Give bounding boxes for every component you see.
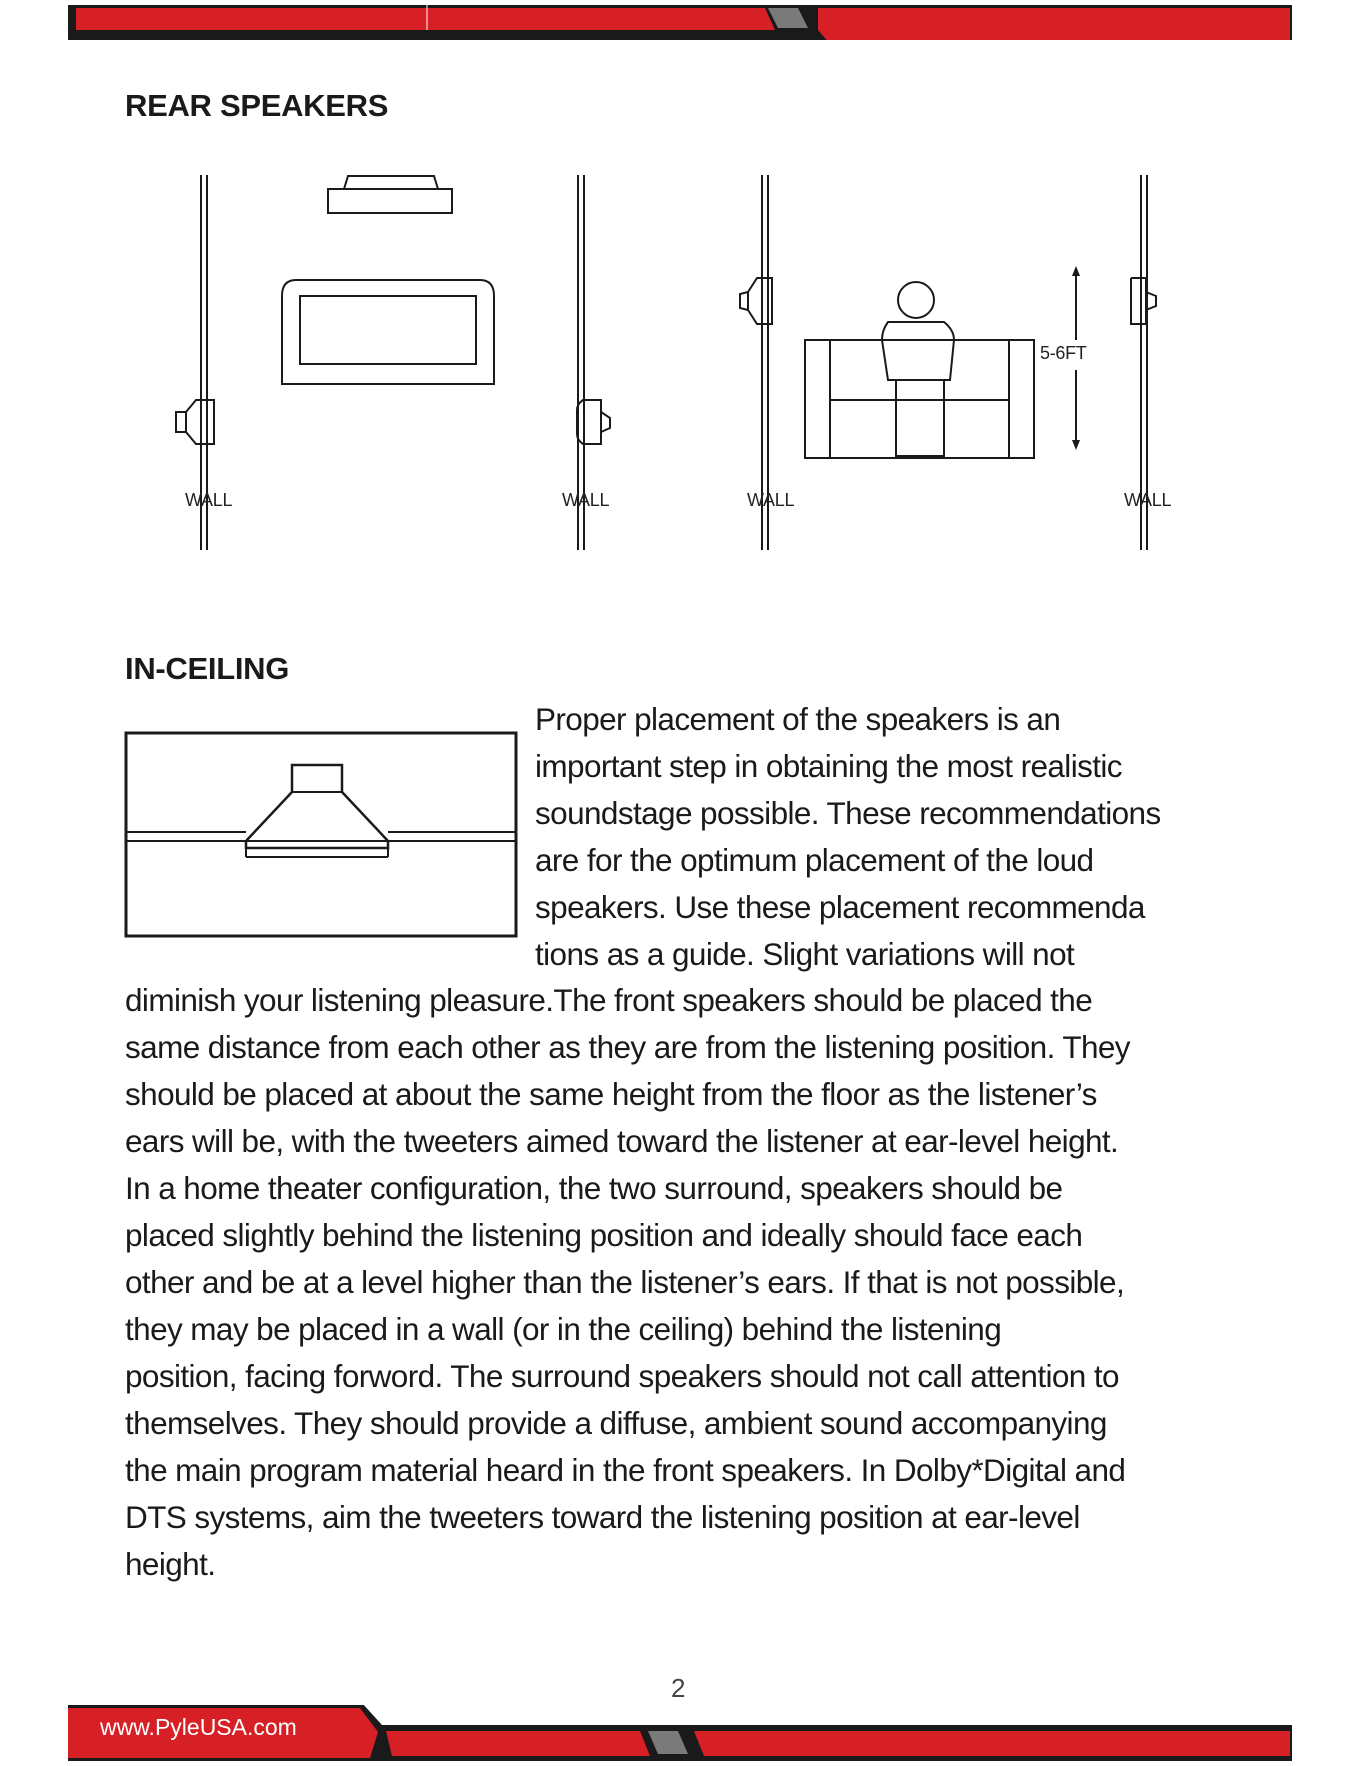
section-title-in-ceiling: IN-CEILING xyxy=(125,651,290,686)
in-ceiling-body-paragraph xyxy=(125,977,1245,1588)
header-decorative-bar xyxy=(0,0,1361,40)
in-ceiling-intro-paragraph xyxy=(535,696,1235,978)
text-line: important step in obtaining the most realistic xyxy=(535,748,1122,784)
distance-label: 5-6FT xyxy=(1040,343,1087,363)
wall-label: WALL xyxy=(747,490,795,510)
text-line: speakers. Use these placement recommenda xyxy=(535,889,1145,925)
text-line: they may be placed in a wall (or in the ceiling) behind the listening xyxy=(125,1311,1002,1347)
text-line: themselves. They should provide a diffuse, ambient sound accompanying xyxy=(125,1405,1107,1441)
wall-label: WALL xyxy=(562,490,610,510)
text-line: diminish your listening pleasure.The front speakers should be placed the xyxy=(125,982,1093,1018)
page-number: 2 xyxy=(671,1673,686,1703)
wall-label: WALL xyxy=(185,490,233,510)
text-line: Proper placement of the speakers is an xyxy=(535,701,1061,737)
section-title-rear-speakers: REAR SPEAKERS xyxy=(125,88,389,123)
text-line: height. xyxy=(125,1546,216,1582)
text-line: position, facing forword. The surround speakers should not call attention to xyxy=(125,1358,1119,1394)
footer-website-link[interactable]: www.PyleUSA.com xyxy=(100,1714,297,1740)
text-line: placed slightly behind the listening position and ideally should face each xyxy=(125,1217,1083,1253)
text-line: DTS systems, aim the tweeters toward the listening position at ear-level xyxy=(125,1499,1080,1535)
text-line: should be placed at about the same height from the floor as the listener’s xyxy=(125,1076,1097,1112)
text-line: tions as a guide. Slight variations will not xyxy=(535,936,1075,972)
text-line: are for the optimum placement of the loud xyxy=(535,842,1094,878)
text-line: In a home theater configuration, the two surround, speakers should be xyxy=(125,1170,1063,1206)
text-line: ears will be, with the tweeters aimed toward the listener at ear-level height. xyxy=(125,1123,1119,1159)
text-line: the main program material heard in the front speakers. In Dolby*Digital and xyxy=(125,1452,1126,1488)
text-line: other and be at a level higher than the listener’s ears. If that is not possible, xyxy=(125,1264,1125,1300)
in-ceiling-diagram xyxy=(122,728,520,940)
text-line: same distance from each other as they are from the listening position. They xyxy=(125,1029,1130,1065)
text-line: soundstage possible. These recommendations xyxy=(535,795,1161,831)
wall-label: WALL xyxy=(1124,490,1172,510)
